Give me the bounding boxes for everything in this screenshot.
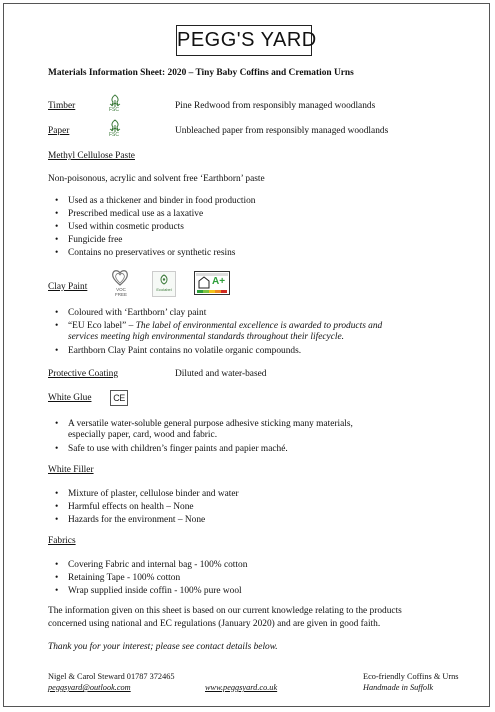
fabrics-label: Fabrics: [48, 536, 76, 546]
glue-bullet-line2: especially paper, card, wood and fabric.: [68, 430, 218, 440]
glue-bullet: • Safe to use with children’s finger paints and papier maché.: [68, 443, 288, 455]
methyl-bullet: • Used within cosmetic products: [68, 221, 184, 233]
voc-free-heart-icon: [110, 268, 130, 298]
glue-bullet: • A versatile water-soluble general purpose adhesive sticking many materials,: [68, 418, 353, 430]
methyl-bullet: • Contains no preservatives or synthetic resins: [68, 247, 235, 259]
footer-tagline: Eco-friendly Coffins & Urns: [363, 672, 459, 681]
timber-label: Timber: [48, 101, 76, 111]
rating-caption: A+: [212, 276, 226, 287]
timber-text: Pine Redwood from responsibly managed woodlands: [175, 101, 376, 111]
eu-ecolabel-icon: [152, 271, 176, 297]
fabrics-bullet: • Wrap supplied inside coffin - 100% pure wool: [68, 585, 242, 597]
clay-paint-label: Clay Paint: [48, 282, 88, 292]
fsc-caption: FSC: [109, 107, 119, 113]
paper-text: Unbleached paper from responsibly managed woodlands: [175, 126, 389, 136]
document-title: Materials Information Sheet: 2020 – Tiny Baby Coffins and Cremation Urns: [48, 68, 354, 78]
filler-bullet: • Hazards for the environment – None: [68, 514, 205, 526]
paper-label: Paper: [48, 126, 70, 136]
fsc-caption: FSC: [109, 132, 119, 138]
footer-email-link[interactable]: peggsyard@outlook.com: [48, 683, 131, 692]
ecolabel-description: The label of environmental excellence is awarded to products and: [135, 321, 383, 331]
ecolabel-caption: Ecolabel: [156, 287, 172, 292]
thanks-note: Thank you for your interest; please see contact details below.: [48, 642, 278, 652]
filler-bullet: • Mixture of plaster, cellulose binder and water: [68, 488, 239, 500]
filler-bullet: • Harmful effects on health – None: [68, 501, 194, 513]
methyl-bullet: • Prescribed medical use as a laxative: [68, 208, 203, 220]
white-glue-label: White Glue: [48, 393, 92, 403]
emissions-rating-icon: [194, 271, 230, 295]
fsc-tree-icon: [107, 94, 123, 114]
footer-names-phone: Nigel & Carol Steward 01787 372465: [48, 672, 175, 681]
fsc-tree-icon: [107, 119, 123, 139]
footer-website-link[interactable]: www.peggsyard.co.uk: [205, 683, 278, 692]
ecolabel-description-line2: services meeting high environmental standards throughout their lifecycle.: [68, 332, 344, 342]
clay-bullet: • Earthborn Clay Paint contains no volatile organic compounds.: [68, 345, 301, 357]
methyl-bullet: • Fungicide free: [68, 234, 122, 246]
disclaimer-line1: The information given on this sheet is based on our current knowledge relating to the products: [48, 606, 402, 616]
ecolabel-prefix: “EU Eco label” –: [68, 321, 136, 331]
ce-mark-icon: CE: [110, 390, 128, 406]
protective-coating-text: Diluted and water-based: [175, 369, 267, 379]
voc-free-caption: VOC FREE: [114, 287, 127, 297]
clay-bullet: • Coloured with ‘Earthborn’ clay paint: [68, 307, 206, 319]
fabrics-bullet: • Retaining Tape - 100% cotton: [68, 572, 180, 584]
fabrics-bullet: • Covering Fabric and internal bag - 100% cotton: [68, 559, 247, 571]
protective-coating-label: Protective Coating: [48, 369, 119, 379]
disclaimer-line2: concerned using national and EC regulations (January 2020) and are given in good faith.: [48, 619, 381, 629]
methyl-bullet: • Used as a thickener and binder in food production: [68, 195, 255, 207]
peggs-yard-logo: PEGG'S YARD: [176, 25, 312, 56]
white-filler-label: White Filler: [48, 465, 94, 475]
clay-bullet-ecolabel: [68, 320, 382, 332]
methyl-intro: Non-poisonous, acrylic and solvent free ‘Earthborn’ paste: [48, 174, 265, 184]
methyl-cellulose-label: Methyl Cellulose Paste: [48, 151, 135, 161]
footer-handmade: Handmade in Suffolk: [363, 683, 434, 692]
